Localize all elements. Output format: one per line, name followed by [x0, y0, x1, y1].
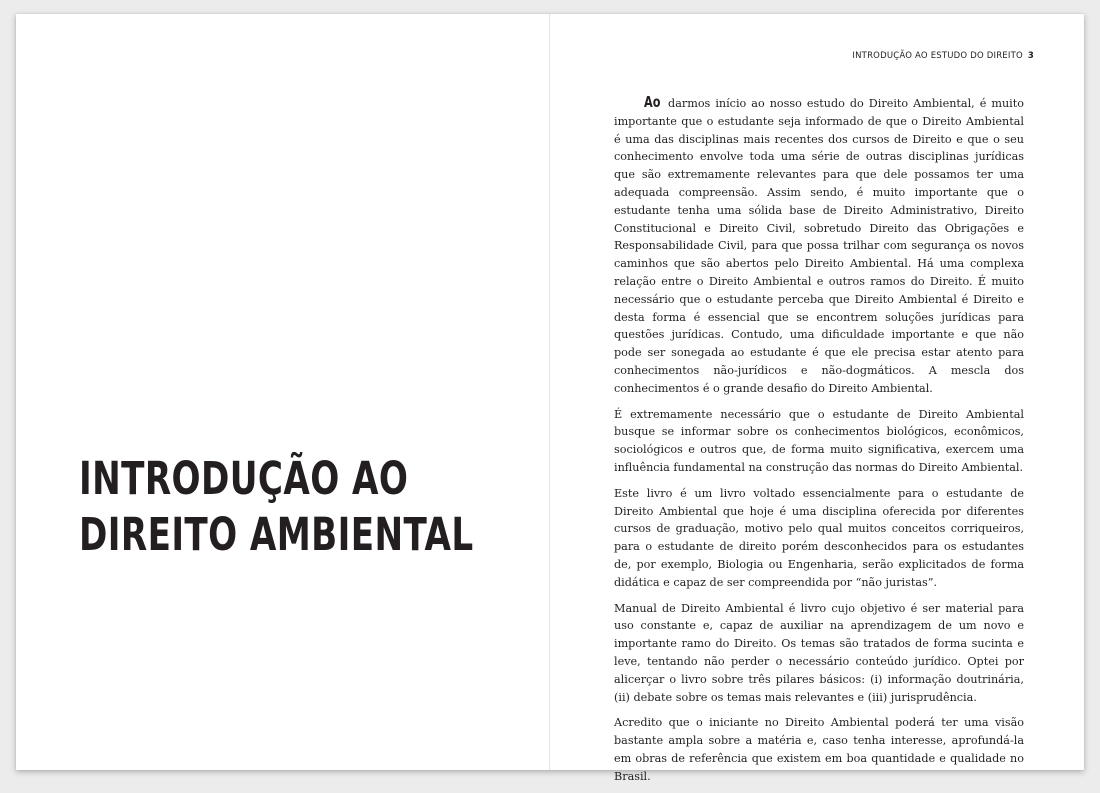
running-head-title: INTRODUÇÃO AO ESTUDO DO DIREITO [852, 51, 1023, 61]
paragraph-1 [614, 94, 1024, 398]
paragraph-5: Acredito que o iniciante no Direito Ambiental poderá ter uma visão bastante ampla sobre a matéria e, caso tenha interesse, aprofundá-la em obras de referência que existem em boa quantidade e qualidade no Brasil. [614, 716, 1024, 783]
running-head [852, 51, 1034, 61]
chapter-title-line-2: DIREITO AMBIENTAL [79, 508, 474, 561]
book-spread [16, 14, 1084, 783]
paragraph-1-text: darmos início ao nosso estudo do Direito Ambiental, é muito importante que o estudante seja informado de que o Direito Ambiental é uma das disciplinas mais recentes dos cursos de Direito e que o seu conhecimento envolve toda uma série de outras disciplinas jurídicas que são extremamente relevantes para que dele possamos ter uma adequada compreensão. Assim sendo, é muito importante que o estudante tenha uma sólida base de Direito Administrativo, Direito Constitucional e Direito Civil, sobretudo Direito das Obrigações e Responsabilidade Civil, para que possa trilhar com segurança os novos caminhos que são abertos pelo Direito Ambiental. Há uma complexa relação entre o Direito Ambiental e outros ramos do Direito. É muito necessário que o estudante perceba que Direito Ambiental é Direito e desta forma é essencial que se encontrem soluções jurídicas para questões jurídicas. Contudo, uma dificuldade importante e que não pode ser sonegada ao estudante é que ele precisa estar atento para conhecimentos não-jurídicos e não-dogmáticos. A mescla dos conhecimentos é o grande desafio do Direito Ambiental. [614, 97, 1024, 395]
paragraph-3: Este livro é um livro voltado essencialmente para o estudante de Direito Ambiental que hoje é uma disciplina oferecida por diferentes cursos de graduação, motivo pelo qual muitos conceitos corriqueiros, para o estudante de direito porém desconhecidos para os estudantes de, por exemplo, Biologia ou Engenharia, serão explicitados de forma didática e capaz de ser compreendida por “não juristas”. [614, 486, 1024, 589]
page-number: 3 [1027, 51, 1034, 61]
right-page [550, 14, 1084, 783]
lead-word: Ao [644, 93, 661, 111]
paragraph-2: É extremamente necessário que o estudante de Direito Ambiental busque se informar sobre os conhecimentos biológicos, econômicos, sociológicos e outros que, de forma muito significativa, exercem uma influência fundamental na construção das normas do Direito Ambiental. [614, 407, 1024, 474]
chapter-title-line-1: INTRODUÇÃO AO [79, 452, 409, 505]
body-text [614, 94, 1024, 793]
chapter-title [79, 451, 474, 563]
paragraph-4: Manual de Direito Ambiental é livro cujo objetivo é ser material para uso constante e, capaz de auxiliar na aprendizagem de um novo e importante ramo do Direito. Os temas são tratados de forma sucinta e leve, tentando não perder o necessário conteúdo jurídico. Optei por alicerçar o livro sobre três pilares básicos: (i) informação doutrinária, (ii) debate sobre os temas mais relevantes e (iii) jurisprudência. [614, 601, 1024, 704]
left-page [16, 14, 549, 770]
